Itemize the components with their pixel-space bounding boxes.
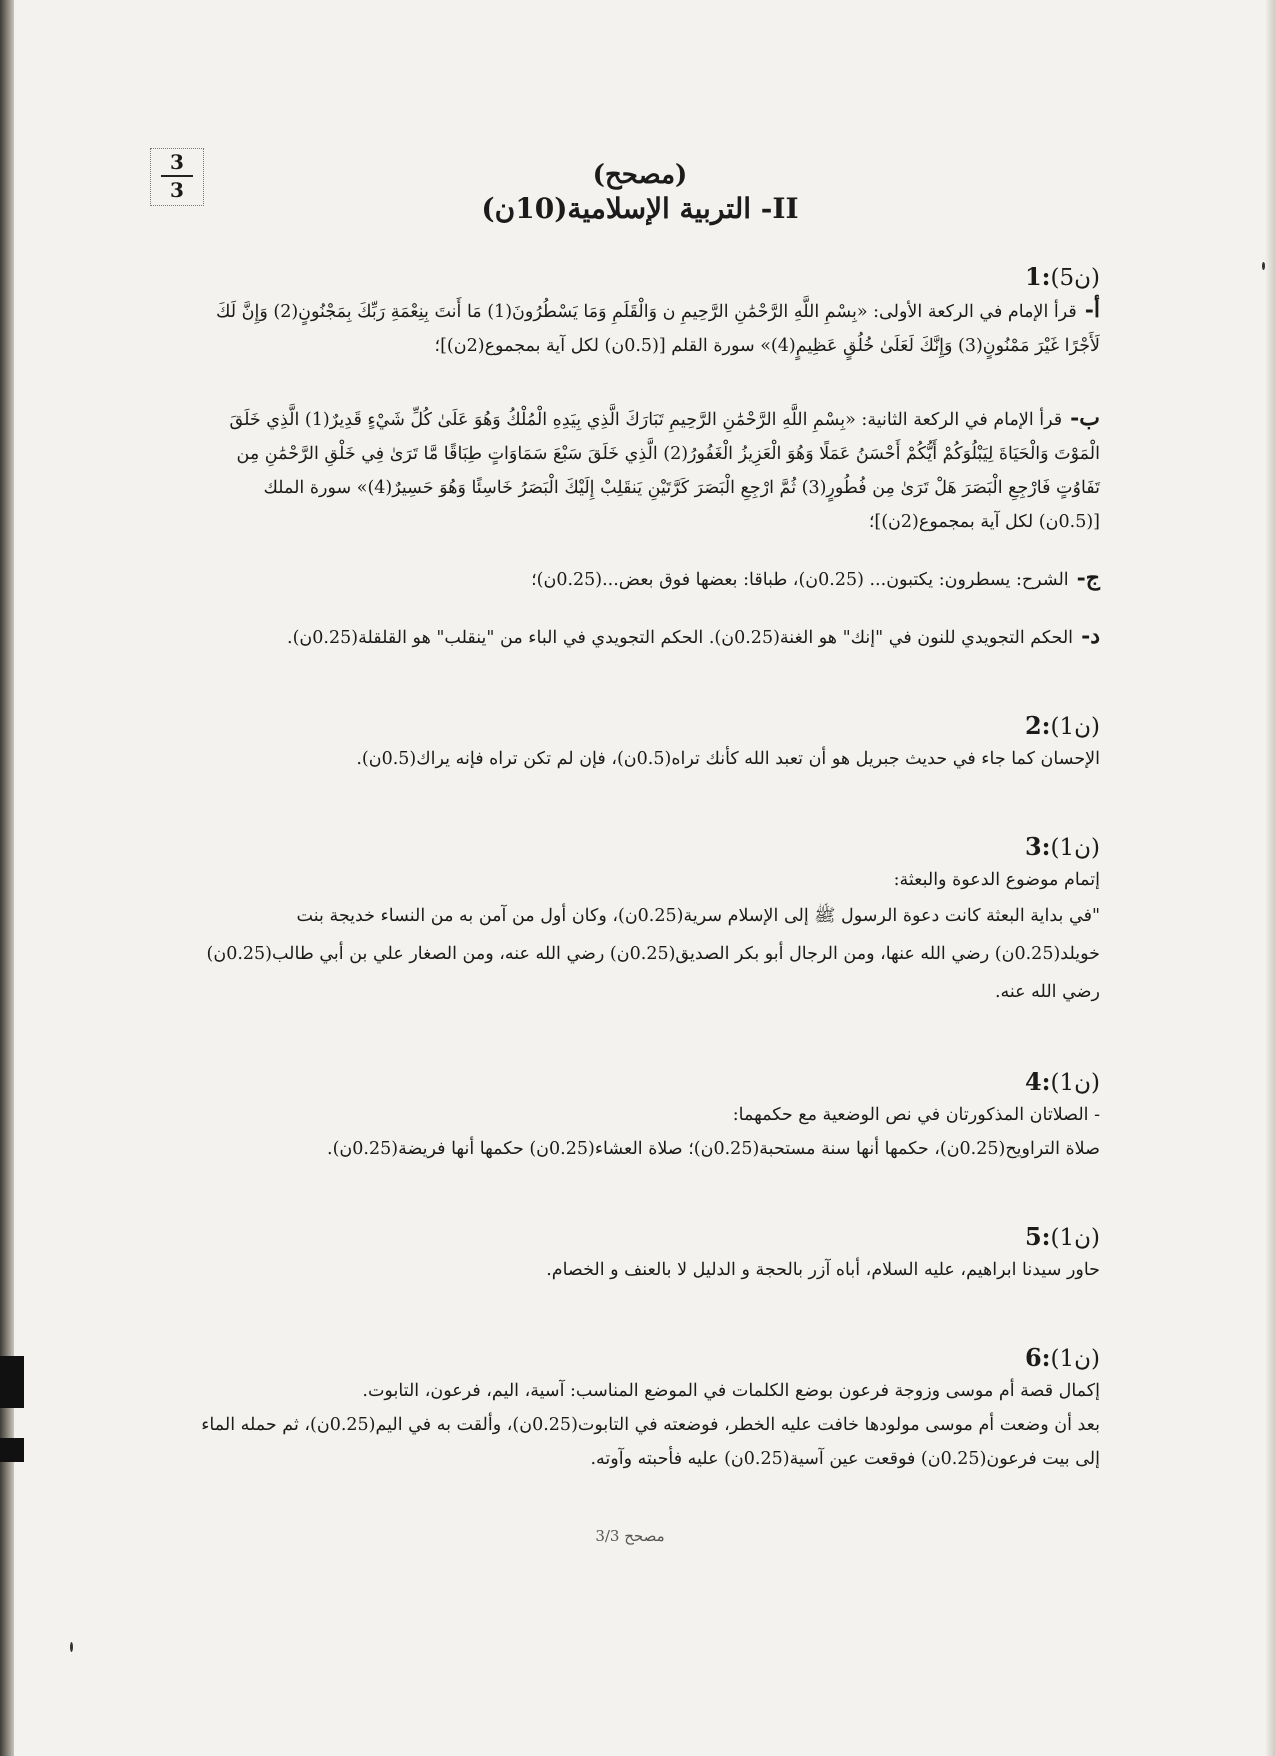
answer-intro: إكمال قصة أم موسى وزوجة فرعون بوضع الكلمات في الموضع المناسب: آسية، اليم، فرعون، التابوت. (362, 1381, 1100, 1401)
part-label: أ- (1084, 297, 1100, 323)
answer-part (200, 561, 1100, 597)
question-1 (200, 262, 1100, 655)
question-3 (200, 832, 1100, 1011)
question-heading (200, 711, 1100, 742)
page-header (420, 158, 860, 226)
part-label: ج- (1076, 565, 1100, 591)
spacer (200, 363, 1100, 401)
answer-text: حاور سيدنا ابراهيم، عليه السلام، أباه آزر بالحجة و الدليل لا بالعنف و الخصام. (546, 1260, 1100, 1280)
question-6 (200, 1343, 1100, 1476)
question-heading (200, 832, 1100, 863)
question-points: (1ن) (1050, 1225, 1100, 1251)
spacer (200, 597, 1100, 619)
part-label: ب- (1070, 405, 1100, 431)
scan-edge-left (0, 0, 14, 1756)
page-title: II- التربية الإسلامية(10ن) (481, 192, 799, 225)
scan-edge-mark-top (0, 1356, 24, 1408)
part-text: قرأ الإمام في الركعة الأولى: «بِسْمِ اللَّهِ الرَّحْمَٰنِ الرَّحِيمِ ن وَالْقَلَمِ وَمَا يَسْطُرُونَ(1) مَا أَنتَ بِنِعْمَةِ رَبِّكَ بِمَجْنُونٍ(2) وَإِنَّ لَكَ لَأَجْرًا غَيْرَ مَمْنُونٍ(3) وَإِنَّكَ لَعَلَىٰ خُلُقٍ عَظِيمٍ(4)» سورة القلم [(0.5ن) لكل آية بمجموع(2ن)]؛ (215, 302, 1100, 356)
question-points: (1ن) (1050, 1070, 1100, 1096)
part-label: د- (1081, 623, 1100, 649)
answer-text: "في بداية البعثة كانت دعوة الرسول ﷺ إلى الإسلام سرية(0.25ن)، وكان أول من آمن به من النساء خديجة بنت خويلد(0.25ن) رضي الله عنها، ومن الرجال أبو بكر الصديق(0.25ن) رضي الله عنه، ومن الصغار علي بن أبي طالب(0.25ن) رضي الله عنه. (206, 906, 1100, 1002)
spacer (200, 1166, 1100, 1222)
question-points: (1ن) (1050, 1346, 1100, 1372)
question-number: 2: (1024, 711, 1051, 740)
page-footer: مصحح 3/3 (595, 1527, 665, 1545)
page-number-box (150, 148, 204, 206)
question-heading (200, 262, 1100, 293)
answer-part (200, 619, 1100, 655)
question-5 (200, 1222, 1100, 1287)
scan-edge-right (1265, 0, 1275, 1756)
answer-part (200, 293, 1100, 363)
question-number: 3: (1024, 832, 1051, 861)
answer-text: بعد أن وضعت أم موسى مولودها خافت عليه الخطر، فوضعته في التابوت(0.25ن)، وألقت به في اليم(0.25ن)، ثم حمله الماء إلى بيت فرعون(0.25ن) فوقعت عين آسية(0.25ن) عليه فأحبته وآوته. (201, 1415, 1100, 1469)
answer-intro: - الصلاتان المذكورتان في نص الوضعية مع حكمهما: (732, 1105, 1100, 1125)
part-text: الحكم التجويدي للنون في "إنك" هو الغنة(0.25ن). الحكم التجويدي في الباء من "ينقلب" هو القلقلة(0.25ن). (287, 628, 1074, 648)
question-points: (1ن) (1050, 714, 1100, 740)
answer-text: صلاة التراويح(0.25ن)، حكمها أنها سنة مستحبة(0.25ن)؛ صلاة العشاء(0.25ن) حكمها أنها فريضة(0.25ن). (327, 1139, 1100, 1159)
page-number-bottom: 3 (170, 178, 184, 202)
question-number: 4: (1024, 1067, 1051, 1096)
answer-intro: إتمام موضوع الدعوة والبعثة: (893, 870, 1100, 890)
spacer (200, 539, 1100, 561)
question-points: (5ن) (1050, 265, 1100, 291)
answer-part (200, 401, 1100, 539)
question-number: 6: (1024, 1343, 1051, 1372)
answer-text: الإحسان كما جاء في حديث جبريل هو أن تعبد الله كأنك تراه(0.5ن)، فإن لم تكن تراه فإنه يراك(0.5ن). (356, 749, 1100, 769)
question-4 (200, 1067, 1100, 1166)
question-heading (200, 1067, 1100, 1098)
spacer (200, 776, 1100, 832)
scan-speck (70, 1642, 73, 1652)
question-heading (200, 1222, 1100, 1253)
answer-key-content (200, 262, 1100, 1476)
scan-edge-mark-bottom (0, 1438, 24, 1462)
part-text: قرأ الإمام في الركعة الثانية: «بِسْمِ اللَّهِ الرَّحْمَٰنِ الرَّحِيمِ تَبَارَكَ الَّذِي بِيَدِهِ الْمُلْكُ وَهُوَ عَلَىٰ كُلِّ شَيْءٍ قَدِيرٌ(1) الَّذِي خَلَقَ الْمَوْتَ وَالْحَيَاةَ لِيَبْلُوَكُمْ أَيُّكُمْ أَحْسَنُ عَمَلًا وَهُوَ الْعَزِيزُ الْغَفُورُ(2) الَّذِي خَلَقَ سَبْعَ سَمَاوَاتٍ طِبَاقًا مَّا تَرَىٰ فِي خَلْقِ الرَّحْمَٰنِ مِن تَفَاوُتٍ فَارْجِعِ الْبَصَرَ هَلْ تَرَىٰ مِن فُطُورٍ(3) ثُمَّ ارْجِعِ الْبَصَرَ كَرَّتَيْنِ يَنقَلِبْ إِلَيْكَ الْبَصَرُ خَاسِئًا وَهُوَ حَسِيرٌ(4)» سورة الملك [(0.5ن) لكل آية بمجموع(2ن)]؛ (229, 410, 1100, 532)
question-2 (200, 711, 1100, 776)
spacer (200, 1287, 1100, 1343)
page-subtitle: (مصحح) (592, 160, 688, 190)
spacer (200, 1011, 1100, 1067)
part-text: الشرح: يسطرون: يكتبون... (0.25ن)، طباقا: بعضها فوق بعض...(0.25ن)؛ (531, 570, 1069, 590)
spacer (200, 655, 1100, 711)
page-number-top: 3 (170, 150, 184, 174)
question-heading (200, 1343, 1100, 1374)
question-points: (1ن) (1050, 835, 1100, 861)
question-number: 5: (1024, 1222, 1051, 1251)
question-number: 1: (1024, 262, 1051, 291)
scan-speck (1262, 262, 1265, 270)
